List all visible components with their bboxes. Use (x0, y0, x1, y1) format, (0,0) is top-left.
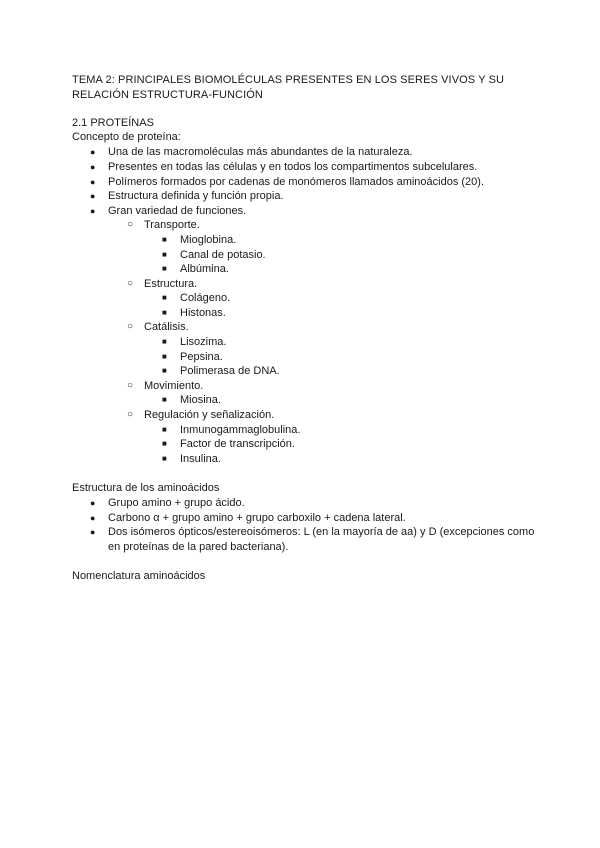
bullet-square: ■ (162, 454, 167, 463)
bullet-dot: ● (90, 191, 96, 201)
bullet-circle: ○ (127, 219, 134, 230)
funcion-item: Polimerasa de DNA. (180, 365, 280, 377)
bullet-circle: ○ (127, 321, 134, 332)
concepto-item: Gran variedad de funciones. (108, 205, 247, 217)
estructura-heading: Estructura de los aminoácidos (72, 482, 220, 494)
concepto-heading: Concepto de proteína: (72, 131, 181, 143)
funcion-label: Transporte. (144, 219, 200, 231)
funcion-item: Pepsina. (180, 351, 223, 363)
funcion-label: Movimiento. (144, 380, 204, 392)
bullet-dot: ● (90, 147, 96, 157)
bullet-square: ■ (162, 366, 167, 375)
bullet-dot: ● (90, 206, 96, 216)
bullet-dot: ● (90, 177, 96, 187)
page-title: TEMA 2: PRINCIPALES BIOMOLÉCULAS PRESENTES EN LOS SERES VIVOS Y SU RELACIÓN ESTRUCTURA-FUNCIÓN (72, 74, 505, 101)
estructura-item: Carbono α + grupo amino + grupo carboxilo + cadena lateral. (108, 512, 406, 524)
bullet-square: ■ (162, 395, 167, 404)
concepto-item: Estructura definida y función propia. (108, 190, 284, 202)
bullet-square: ■ (162, 352, 167, 361)
concepto-item: Presentes en todas las células y en todos los compartimentos subcelulares. (108, 161, 478, 173)
bullet-circle: ○ (127, 380, 134, 391)
bullet-dot: ● (90, 498, 96, 508)
bullet-dot: ● (90, 162, 96, 172)
funcion-item: Canal de potasio. (180, 249, 266, 261)
funcion-item: Histonas. (180, 307, 226, 319)
bullet-circle: ○ (127, 409, 134, 420)
concepto-item: Polímeros formados por cadenas de monómeros llamados aminoácidos (20). (108, 176, 485, 188)
concepto-item: Una de las macromoléculas más abundantes de la naturaleza. (108, 146, 413, 158)
nomenclatura-heading: Nomenclatura aminoácidos (72, 570, 206, 582)
funcion-label: Estructura. (144, 278, 198, 290)
funcion-label: Regulación y señalización. (144, 409, 275, 421)
bullet-square: ■ (162, 250, 167, 259)
estructura-item: Grupo amino + grupo ácido. (108, 497, 245, 509)
bullet-square: ■ (162, 439, 167, 448)
funcion-item: Lisozima. (180, 336, 227, 348)
estructura-item: Dos isómeros ópticos/estereoisómeros: L (en la mayoría de aa) y D (excepciones como en proteínas de la pared bacteriana). (108, 526, 535, 553)
section-heading: 2.1 PROTEÍNAS (72, 117, 154, 129)
bullet-dot: ● (90, 513, 96, 523)
bullet-circle: ○ (127, 278, 134, 289)
bullet-square: ■ (162, 425, 167, 434)
funcion-item: Inmunogammaglobulina. (180, 424, 301, 436)
funcion-item: Colágeno. (180, 292, 231, 304)
funcion-item: Albúmina. (180, 263, 229, 275)
funcion-label: Catálisis. (144, 321, 189, 333)
funcion-item: Miosina. (180, 394, 221, 406)
funcion-item: Mioglobina. (180, 234, 237, 246)
funcion-item: Factor de transcripción. (180, 438, 295, 450)
bullet-square: ■ (162, 293, 167, 302)
funcion-item: Insulina. (180, 453, 221, 465)
bullet-dot: ● (90, 527, 96, 537)
bullet-square: ■ (162, 264, 167, 273)
bullet-square: ■ (162, 235, 167, 244)
bullet-square: ■ (162, 337, 167, 346)
bullet-square: ■ (162, 308, 167, 317)
